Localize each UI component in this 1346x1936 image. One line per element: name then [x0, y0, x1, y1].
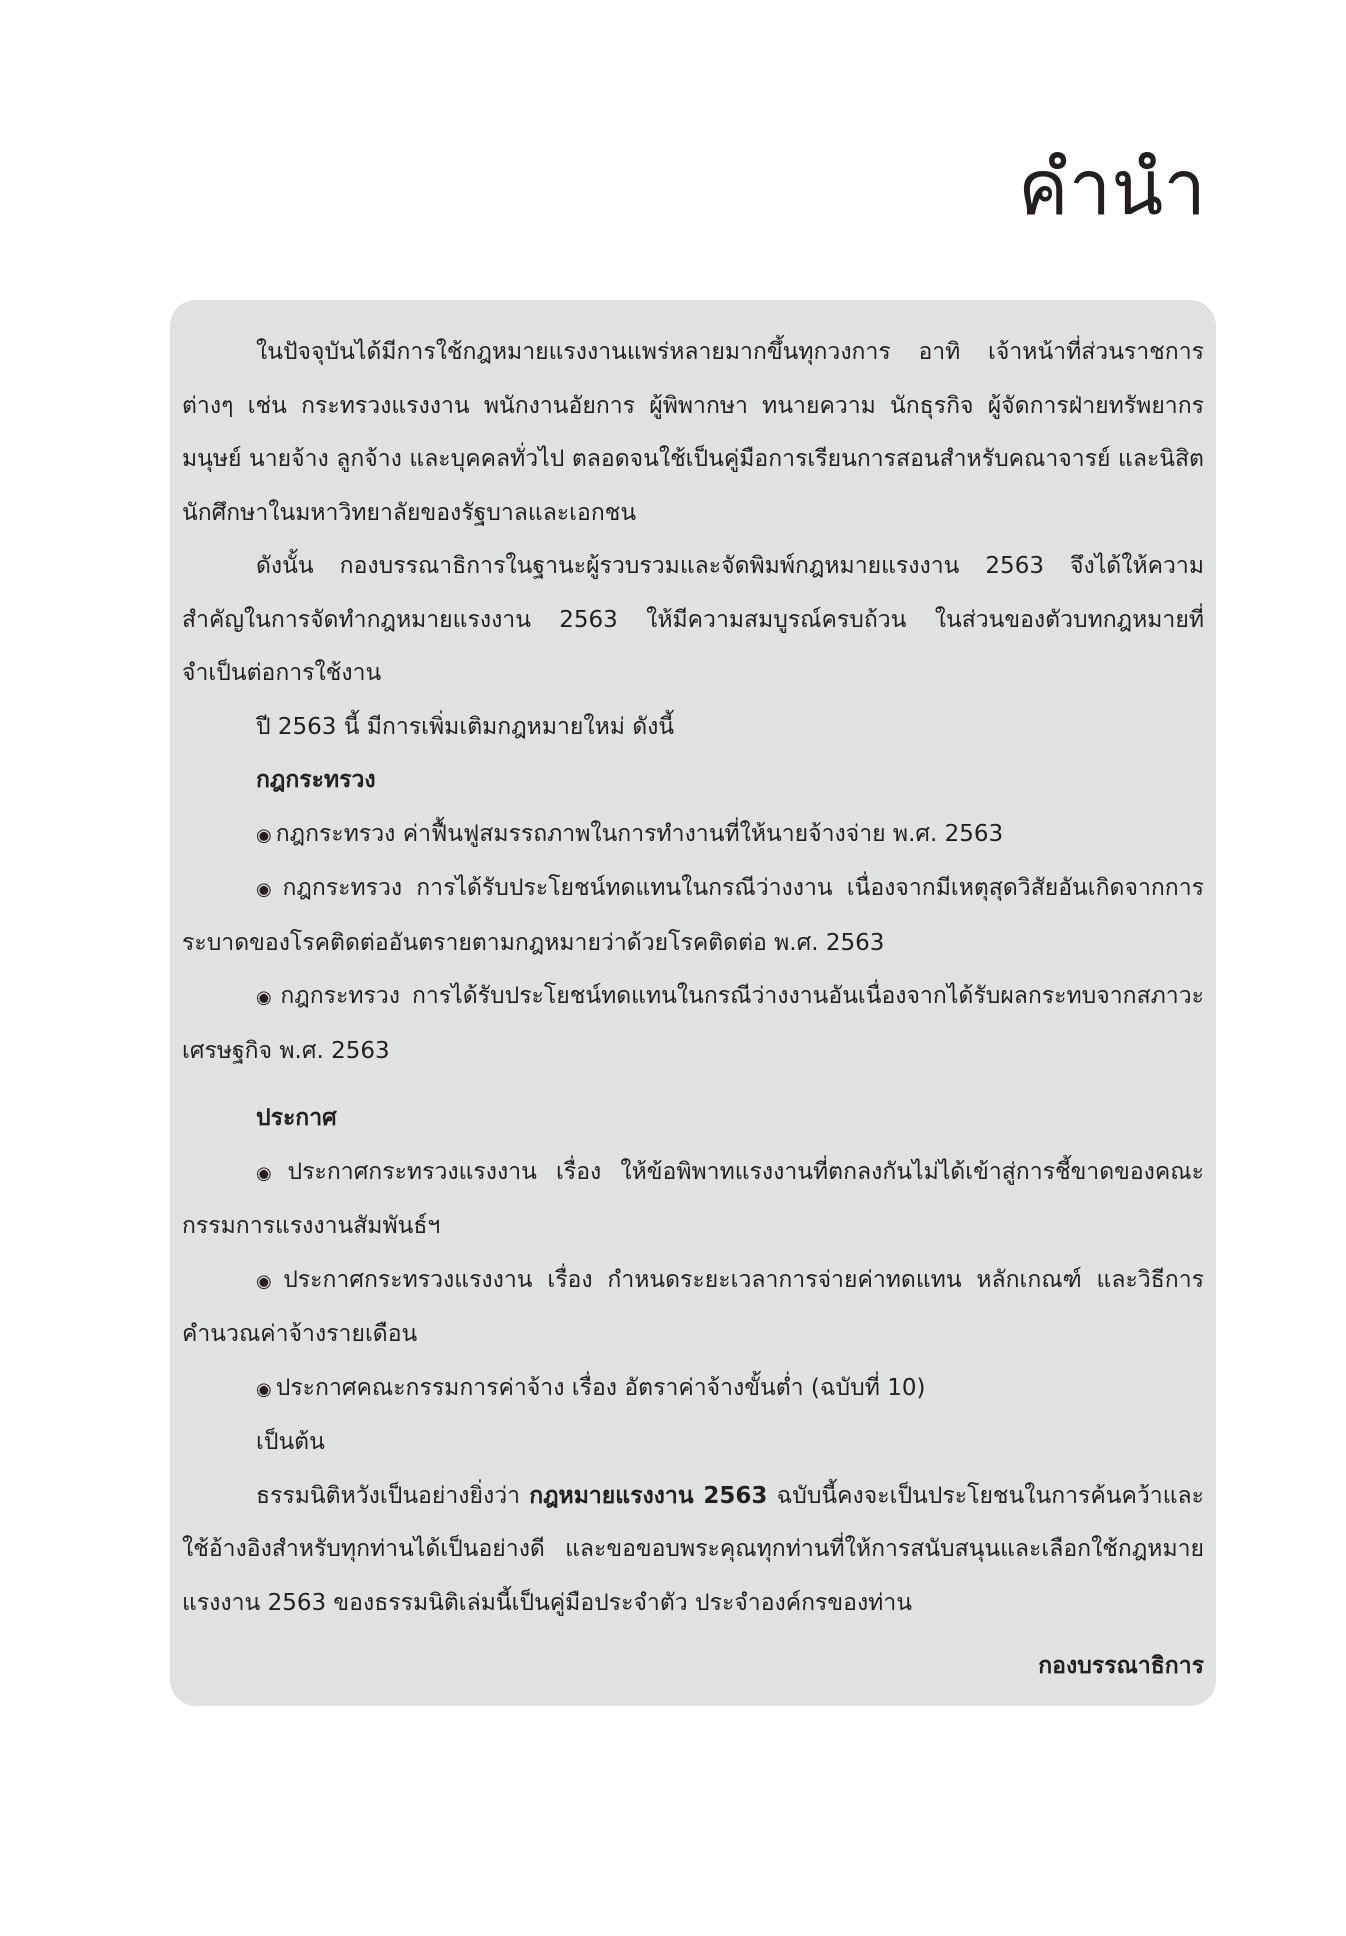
bullet-icon: ◉: [256, 1270, 280, 1292]
list-item-text: กฎกระทรวง ค่าฟื้นฟูสมรรถภาพในการทำงานที่ให้นายจ้างจ่าย พ.ศ. 2563: [275, 820, 1004, 847]
list-item: [182, 970, 1204, 1078]
list-item-text: ประกาศคณะกรรมการค่าจ้าง เรื่อง อัตราค่าจ้างขั้นต่ำ (ฉบับที่ 10): [275, 1374, 926, 1401]
bullet-icon: ◉: [256, 879, 279, 900]
bullet-icon: ◉: [256, 824, 272, 846]
etc-line: เป็นต้น: [256, 1429, 325, 1455]
list-item-text: กฎกระทรวง การได้รับประโยชน์ทดแทนในกรณีว่างงานอันเนื่องจากได้รับผลกระทบจากสภาวะเศรษฐกิจ พ.ศ. 2563: [182, 983, 1204, 1064]
book-title: กฎหมายแรงงาน 2563: [529, 1482, 768, 1509]
intro-paragraph-2: ดังนั้น กองบรรณาธิการในฐานะผู้รวบรวมและจัดพิมพ์กฎหมายแรงงาน 2563 จึงได้ให้ความสำคัญในการจัดทำกฎหมายแรงงาน 2563 ให้มีความสมบูรณ์ครบถ้วน ในส่วนของตัวบทกฎหมายที่จำเป็นต่อการใช้งาน: [182, 553, 1204, 686]
bullet-icon: ◉: [256, 1378, 272, 1400]
section-heading-announcements: ประกาศ: [256, 1105, 337, 1131]
bullet-icon: ◉: [256, 987, 277, 1008]
intro-paragraph-1: ในปัจจุบันได้มีการใช้กฎหมายแรงงานแพร่หลายมากขึ้นทุกวงการ อาทิ เจ้าหน้าที่ส่วนราชการต่างๆ เช่น กระทรวงแรงงาน พนักงานอัยการ ผู้พิพากษา ทนายความ นักธุรกิจ ผู้จัดการฝ่ายทรัพยากรมนุษย์ นายจ้าง ลูกจ้าง และบุคคลทั่วไป ตลอดจนใช้เป็นคู่มือการเรียนการสอนสำหรับคณาจารย์ และนิสิตนักศึกษาในมหาวิทยาลัยของรัฐบาลและเอกชน: [182, 339, 1204, 526]
section-heading-ministerial: กฎกระทรวง: [256, 767, 376, 793]
list-item-text: ประกาศกระทรวงแรงงาน เรื่อง ให้ข้อพิพาทแรงงานที่ตกลงกันไม่ได้เข้าสู่การชี้ขาดของคณะกรรมการแรงงานสัมพันธ์ฯ: [182, 1158, 1204, 1239]
list-item: [182, 1362, 1204, 1417]
preface-box: [170, 300, 1216, 1706]
list-item: [182, 808, 1204, 863]
list-item: [182, 862, 1204, 970]
list-item: [182, 1146, 1204, 1254]
closing-rest: ฉบับนี้คงจะเป็นประโยชนในการค้นคว้าและใช้อ้างอิงสำหรับทุกท่านได้เป็นอย่างดี และขอขอบพระคุณทุกท่านที่ให้การสนับสนุนและเลือกใช้กฎหมายแรงงาน 2563 ของธรรมนิติเล่มนี้เป็นคู่มือประจำตัว ประจำองค์กรของท่าน: [182, 1482, 1204, 1616]
page-title: คำนำ: [1017, 143, 1206, 232]
list-item-text: กฎกระทรวง การได้รับประโยชน์ทดแทนในกรณีว่างงาน เนื่องจากมีเหตุสุดวิสัยอันเกิดจากการระบาดของโรคติดต่ออันตรายตามกฎหมายว่าด้วยโรคติดต่อ พ.ศ. 2563: [182, 875, 1204, 956]
closing-lead: ธรรมนิติหวังเป็นอย่างยิ่งว่า: [256, 1482, 521, 1509]
list-item: [182, 1254, 1204, 1362]
intro-paragraph-3: ปี 2563 นี้ มีการเพิ่มเติมกฎหมายใหม่ ดังนี้: [256, 713, 675, 740]
list-item-text: ประกาศกระทรวงแรงงาน เรื่อง กำหนดระยะเวลาการจ่ายค่าทดแทน หลักเกณฑ์ และวิธีการคำนวณค่าจ้างรายเดือน: [182, 1266, 1204, 1347]
signature: กองบรรณาธิการ: [1038, 1653, 1204, 1679]
bullet-icon: ◉: [256, 1162, 284, 1184]
closing-paragraph: [182, 1470, 1204, 1631]
